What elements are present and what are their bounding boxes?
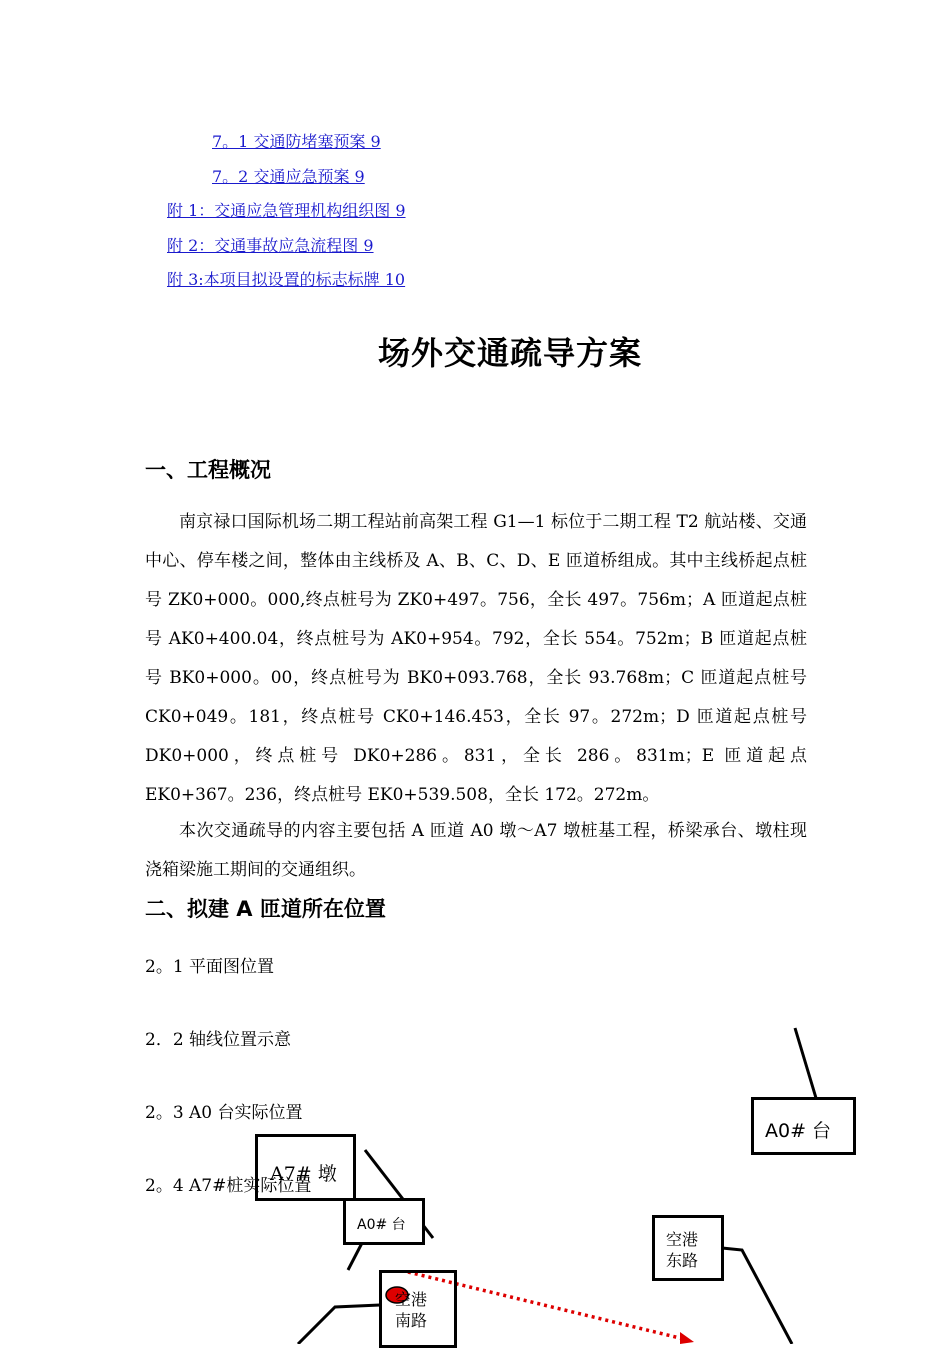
a0-abutment-box-right xyxy=(751,1097,856,1155)
a0-abutment-box-left xyxy=(343,1198,425,1245)
a7-pier-label: A7# 墩 xyxy=(270,1163,337,1185)
konggang-east-road-label: 空港东路 xyxy=(666,1230,699,1270)
arrow-head xyxy=(680,1332,694,1344)
toc-link-appendix-2[interactable]: 附 2：交通事故应急流程图 9 xyxy=(167,236,374,255)
overview-paragraph: 南京禄口国际机场二期工程站前高架工程 G1—1 标位于二期工程 T2 航站楼、交通中心、停车楼之间，整体由主线桥及 A、B、C、D、E 匝道桥组成。其中主线桥起点桩号 ZK0+000。000,终点桩号为 ZK0+497。756，全长 497。756m；A 匝道起点桩号 AK0+400.04，终点桩号为 AK0+954。792，全长 554。752m；B 匝道起点桩号 BK0+000。00，终点桩号为 BK0+093.768，全长 93.768m；C 匝道起点桩号 CK0+049。181，终点桩号 CK0+146.453，全长 97。272m；D 匝道起点桩号 DK0+000，终点桩号 DK0+286。831，全长 286。831m；E 匝道起点 EK0+367。236，终点桩号 EK0+539.508，全长 172。272m。 xyxy=(145,512,807,805)
toc-link-7-1[interactable]: 7。1 交通防堵塞预案 9 xyxy=(212,132,381,151)
document-title: 场外交通疏导方案 xyxy=(377,334,642,372)
leader-line-a0-left xyxy=(348,1243,362,1270)
a0-abutment-label-right: A0# 台 xyxy=(765,1120,832,1142)
leader-line-a0-right xyxy=(795,1028,816,1098)
leader-line-south-road xyxy=(298,1305,380,1344)
toc-link-7-2[interactable]: 7。2 交通应急预案 9 xyxy=(212,167,365,186)
subsection-2-3: 2。3 A0 台实际位置 xyxy=(145,1103,303,1123)
a7-pier-box xyxy=(255,1134,356,1201)
section-2-heading: 二、拟建 A 匝道所在位置 xyxy=(145,897,386,921)
konggang-south-road-box xyxy=(379,1270,457,1348)
scope-paragraph: 本次交通疏导的内容主要包括 A 匝道 A0 墩～A7 墩桩基工程，桥梁承台、墩柱现浇箱梁施工期间的交通组织。 xyxy=(145,821,807,880)
a0-abutment-label-left: A0# 台 xyxy=(357,1217,406,1233)
subsection-2-1: 2。1 平面图位置 xyxy=(145,957,275,977)
konggang-south-road-label: 空港南路 xyxy=(395,1290,428,1330)
konggang-east-road-box xyxy=(652,1215,724,1281)
subsection-2-2: 2．2 轴线位置示意 xyxy=(145,1030,292,1050)
toc-link-appendix-3[interactable]: 附 3:本项目拟设置的标志标牌 10 xyxy=(167,270,406,289)
section-1-heading: 一、工程概况 xyxy=(145,458,271,482)
toc-link-appendix-1[interactable]: 附 1：交通应急管理机构组织图 9 xyxy=(167,201,406,220)
leader-line-east-road xyxy=(722,1248,792,1344)
subsection-2-4: 2。4 A7#桩实际位置 xyxy=(145,1176,312,1196)
